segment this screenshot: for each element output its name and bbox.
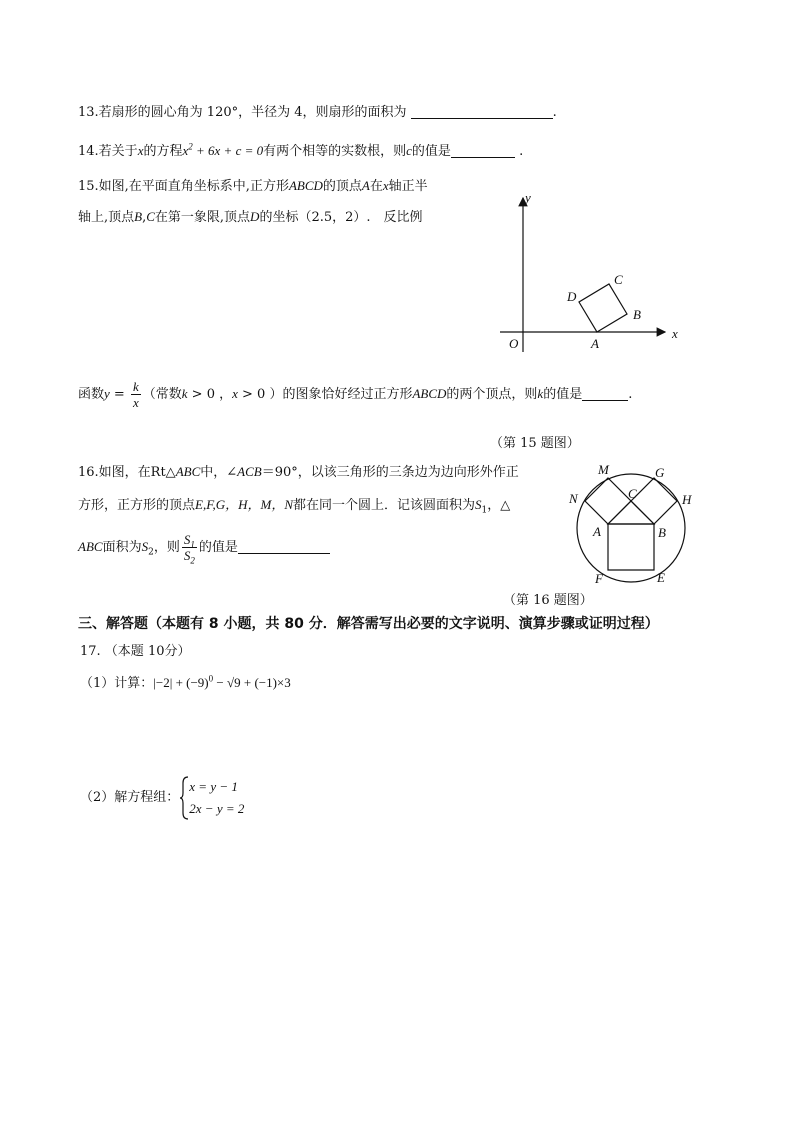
label-c: C [628, 486, 637, 501]
q17-p1-expr-a: |−2| + (−9) [153, 675, 209, 690]
q14-text-d: 的值是 [411, 144, 451, 159]
q13-text: 13.若扇形的圆心角为 120°，半径为 4，则扇形的面积为 [78, 105, 411, 120]
q16-l3-s-sub: 2 [148, 547, 154, 558]
q13-answer-blank[interactable] [411, 104, 553, 119]
q16-l2-points: E,F,G，H，M，N [195, 497, 293, 512]
q15-l1-d: 轴正半 [388, 179, 428, 194]
q14-text-c: 有两个相等的实数根，则 [263, 144, 407, 159]
q14-answer-blank[interactable] [451, 143, 515, 158]
q16-l3-abc: ABC [78, 539, 103, 554]
q15-l2-D: D [250, 209, 260, 224]
square-on-bc [631, 478, 677, 524]
label-a: A [593, 524, 601, 539]
q16-l2-c: ，△ [487, 498, 511, 513]
q16-frac-den-sub: 2 [190, 555, 195, 566]
square-on-ab [608, 524, 654, 570]
q15-l3-abcd: ABCD [412, 386, 447, 401]
label-b: B [633, 307, 641, 322]
q14-text-a: 14.若关于 [78, 144, 138, 159]
figure-15-caption: （第 15 题图） [490, 436, 580, 451]
q16-frac-num [182, 532, 197, 548]
square-on-ac [585, 478, 631, 524]
q15-l2-C: C [146, 209, 155, 224]
label-e: E [657, 570, 665, 585]
q15-l3-e: 的两个顶点，则 [446, 387, 538, 402]
label-f: F [595, 571, 603, 586]
q15-end: . [628, 387, 633, 402]
brace-icon [179, 775, 189, 821]
triangle-abc [608, 501, 654, 524]
q17-part-2 [80, 774, 244, 822]
label-d: D [567, 289, 577, 304]
q15-l1-b: 的顶点 [322, 179, 362, 194]
q15-l3-y: y [104, 386, 110, 401]
q16-answer-blank[interactable] [238, 539, 330, 554]
figure-15 [490, 188, 710, 358]
q15-l1-a: 15.如图,在平面直角坐标系中,正方形 [78, 179, 289, 194]
section-3-title: 三、解答题（本题有 8 小题，共 80 分．解答需写出必要的文字说明、演算步骤或证明过程） [78, 616, 659, 632]
q16-frac-num-s: S [183, 532, 191, 547]
q16-l1-acb: ACB [237, 464, 262, 479]
question-16-line-1 [78, 462, 519, 483]
q15-l3-x: x [232, 386, 238, 401]
q16-frac-num-sub: 1 [190, 539, 195, 550]
q16-frac-den [182, 548, 197, 566]
q14-eq-sup: 2 [188, 141, 193, 152]
q14-text-b: 的方程 [143, 144, 183, 159]
q16-l1-b: 中，∠ [200, 465, 238, 480]
question-15-line-3 [78, 378, 632, 411]
q16-l3-b: ，则 [153, 540, 180, 555]
q15-l3-d: > 0 ）的图象恰好经过正方形 [237, 387, 413, 402]
q16-l3-a: 面积为 [102, 540, 142, 555]
label-h: H [682, 492, 692, 507]
q15-l3-f: 的值是 [543, 387, 583, 402]
question-16-line-3 [78, 530, 330, 565]
question-13 [78, 103, 557, 123]
q15-frac-den: x [132, 395, 139, 410]
q15-fraction [131, 379, 141, 410]
label-b: B [658, 525, 666, 540]
q15-l3-eq: = [109, 387, 129, 402]
q15-l2-a: 轴上,顶点 [78, 210, 135, 225]
q15-l3-a: 函数 [78, 387, 105, 402]
question-15-line-1 [78, 176, 428, 197]
q17-p2-eq1: x = y − 1 [189, 778, 238, 794]
q16-l2-b: 都在同一个圆上．记该圆面积为 [293, 498, 476, 513]
q15-l2-B: B [134, 209, 143, 224]
q15-l2-d: 的坐标（2.5，2）. 反比例 [259, 210, 423, 225]
question-14 [78, 141, 523, 162]
label-a: A [591, 336, 599, 351]
q16-l3-c: 的值是 [198, 540, 238, 555]
question-16-line-2 [78, 495, 510, 516]
q15-l3-k: k [181, 386, 188, 401]
q15-l1-A: A [361, 178, 370, 193]
q16-frac-den-s: S [183, 548, 191, 563]
q17-part-1 [80, 673, 291, 694]
q14-var-x: x [137, 143, 144, 158]
q17-p1-expr-b: − √9 + (−1)×3 [213, 675, 291, 690]
figure-16 [560, 462, 710, 592]
q15-l3-b: （常数 [142, 387, 182, 402]
q13-end: . [552, 105, 557, 120]
q15-frac-num: k [132, 379, 139, 394]
label-g: G [655, 465, 665, 480]
q16-fraction [182, 532, 197, 566]
q15-l1-abcd: ABCD [288, 178, 323, 193]
q16-l3-s: S [141, 539, 149, 554]
q16-l2-s: S [475, 497, 482, 512]
q17-p1-expression [153, 675, 290, 690]
q15-l1-c: 在 [369, 179, 383, 194]
q17-p1-sup: 0 [208, 673, 214, 684]
q17-p2-eq2: 2x − y = 2 [189, 800, 245, 816]
q14-end: . [514, 144, 524, 159]
q15-l2-c: 在第一象限,顶点 [154, 210, 251, 225]
q17-header: 17. （本题 10分） [80, 644, 191, 659]
q14-equation [182, 143, 263, 158]
label-n: N [569, 491, 578, 506]
q16-l2-a: 方形，正方形的顶点 [78, 498, 196, 513]
label-m: M [598, 462, 609, 477]
q16-l2-s-sub: 1 [481, 505, 488, 516]
q15-answer-blank[interactable] [582, 386, 628, 401]
square-abcd [579, 284, 627, 332]
q17-p1-label: （1）计算： [80, 676, 154, 691]
q16-l1-a: 16.如图，在Rt△ [78, 465, 176, 480]
label-y: y [525, 190, 531, 205]
figure-16-caption: （第 16 题图） [503, 593, 593, 608]
q16-l1-abc: ABC [175, 464, 201, 479]
label-o: O [509, 336, 519, 351]
question-15-line-2 [78, 207, 423, 228]
q15-l3-c: > 0 ， [187, 387, 233, 402]
q15-l2-comma: , [142, 210, 147, 225]
q14-var-c: c [406, 143, 412, 158]
q14-eq-rest: + 6x + c = 0 [192, 143, 264, 158]
q15-l1-x: x [382, 178, 389, 193]
q17-p2-label: （2）解方程组： [80, 790, 180, 805]
label-x: x [672, 326, 678, 341]
label-c: C [614, 272, 623, 287]
q17-p2-system [189, 776, 244, 820]
q16-l1-c: ＝90°，以该三角形的三条边为边向形外作正 [261, 465, 519, 480]
q15-l3-k2: k [537, 386, 544, 401]
q14-eq-x: x [182, 143, 189, 158]
